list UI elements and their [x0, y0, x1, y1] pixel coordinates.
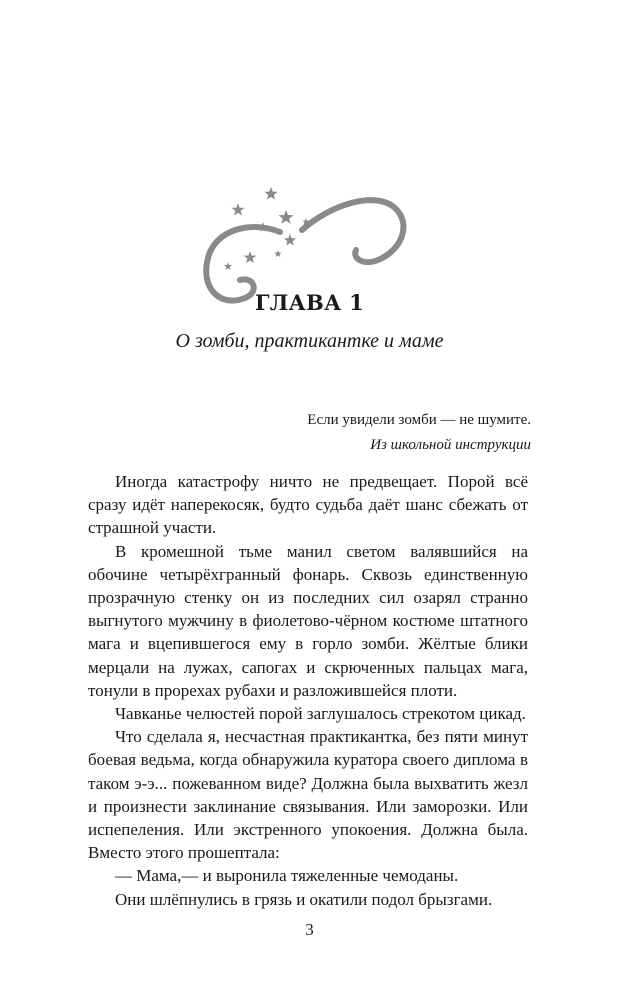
swirl-line [206, 200, 403, 301]
paragraph: — Мама,— и выронила тяжеленные чемоданы. [115, 866, 459, 886]
paragraph: В кромешной тьме манил светом валявшийся на обочине четырёхгранный фонарь. Сквозь единственную прозрачную стенку он из последних сил озарял странно выгнутого мужчину в фиолетово-чёрном костюме штатного мага и вцепившегося ему в горло зомби. Жёлтые блики мерцали на лужах, сапогах и скрюченных пальцах мага, тонули в прорехах рубахи и разложившейся плоти. [88, 541, 528, 700]
paragraph: Они шлёпнулись в грязь и окатили подол брызгами. [115, 889, 493, 909]
paragraph: Чавканье челюстей порой заглушалось стрекотом цикад. [115, 704, 526, 724]
chapter-title: ГЛАВА 1 [254, 290, 365, 315]
paragraph: Иногда катастрофу ничто не предвещает. Порой всё сразу идёт наперекосяк, будто судьба даёт шанс сбежать от страшной участи. [88, 472, 528, 538]
epigraph [307, 408, 531, 458]
paragraph: Что сделала я, несчастная практикантка, без пяти минут боевая ведьма, когда обнаружила куратора своего диплома в таком э-э... пожеванном виде? Должна была выхватить жезл и произнести заклинание связывания. Или заморозки. Или испепеления. Или экстренного упокоения. Должна была. Вместо этого прошептала: [88, 727, 528, 863]
chapter-subtitle: О зомби, практикантке и маме [175, 330, 444, 352]
epigraph-source: Из школьной инструкции [370, 437, 531, 453]
epigraph-quote: Если увидели зомби — не шумите. [307, 412, 531, 428]
chapter-body [88, 470, 528, 911]
page-number: 3 [305, 920, 314, 939]
